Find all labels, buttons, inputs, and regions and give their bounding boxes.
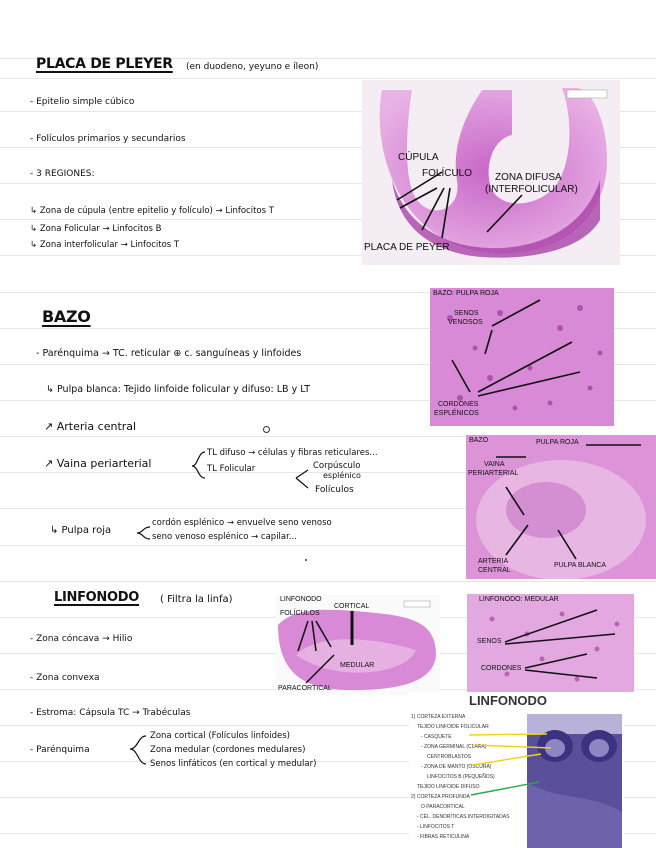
peyer-label-cupula: CÚPULA	[398, 152, 439, 163]
linfonodo-img1-cortical: CORTICAL	[334, 603, 370, 610]
linfonodo-img3-item: - FIBRAS RETICULINA	[417, 834, 470, 840]
linfonodo-img3-germinal-2	[589, 739, 609, 757]
bazo-img2-arteria: ARTERIA	[478, 558, 509, 565]
bazo-img2-vaina: VAINA	[484, 461, 505, 468]
bazo-stray-dot	[305, 559, 307, 561]
linfonodo-img2-senos: SENOS	[477, 638, 502, 645]
linfonodo-img3-item: O PARACORTICAL	[421, 804, 465, 810]
linfonodo-img3-item: - CÉL. DENDRÍTICAS INTERDIGITADAS	[417, 814, 510, 820]
peyer-scale-bar	[567, 90, 607, 98]
bazo-vaina-image	[466, 435, 656, 579]
bazo-img2-pulpa-blanca: PULPA BLANCA	[554, 562, 607, 569]
peyer-line-cupula: ↳ Zona de cúpula (entre epitelio y folículo) → Linfocitos T	[30, 206, 274, 216]
bazo-img1-venosos: VENOSOS	[448, 319, 483, 326]
bazo-img2-central: CENTRAL	[478, 567, 511, 574]
bazo-img2-bazo: BAZO	[469, 437, 489, 444]
linfonodo-img3-title: LINFONODO	[469, 693, 547, 708]
bazo-vaina-area	[506, 482, 586, 538]
linfonodo-img3-item: CENTROBLASTOS	[427, 754, 472, 760]
peyer-title: PLACA DE PLEYER	[36, 56, 173, 72]
bazo-esplenico: esplénico	[323, 471, 361, 480]
bazo-img2-periarterial: PERIARTERIAL	[468, 470, 519, 477]
peyer-line-folicular: ↳ Zona Folicular → Linfocitos B	[30, 224, 162, 234]
linfonodo-scale-bar	[404, 601, 430, 607]
linfonodo-item-cortical: Zona cortical (Folículos linfoides)	[150, 731, 290, 741]
linfonodo-medular-image	[467, 594, 634, 692]
linfonodo-img3-item: TEJIDO LINFOIDE DIFUSO	[417, 784, 480, 790]
linfonodo-img1-foliculos: FOLÍCULOS	[280, 610, 320, 617]
linfonodo-img3-item: - CASQUETE	[421, 734, 452, 740]
bazo-img1-cordones: CORDONES	[438, 401, 479, 408]
bazo-arteria-central: ↗ Arteria central	[44, 420, 137, 433]
linfonodo-img3-item: TEJIDO LINFOIDE FOLICULAR	[417, 724, 489, 730]
bazo-foliculos: Folículos	[315, 485, 354, 495]
peyer-histology-image	[362, 80, 620, 265]
bazo-corpusculo: Corpúsculo	[313, 461, 361, 471]
peyer-line-epitelio: - Epitelio simple cúbico	[30, 97, 135, 107]
bazo-vaina-brace	[192, 452, 205, 478]
bazo-img2-pulpa-roja: PULPA ROJA	[536, 439, 579, 446]
peyer-tissue-svg	[362, 80, 620, 265]
peyer-line-foliculos: - Folículos primarios y secundarios	[30, 134, 186, 144]
bazo-title: BAZO	[42, 307, 91, 326]
peyer-label-interfolicular: (INTERFOLICULAR)	[485, 184, 578, 195]
bazo-tl-difuso: TL difuso → células y fibras reticulares...	[207, 448, 378, 458]
bazo-img1-esplenicos: ESPLÉNICOS	[434, 410, 479, 417]
linfonodo-img3-item: 1) CORTEZA EXTERNA	[411, 714, 466, 720]
linfonodo-img2-cordones: CORDONES	[481, 665, 522, 672]
linfonodo-img1-paracortical: PARACORTICAL	[278, 685, 332, 692]
linfonodo-overview-image	[276, 595, 440, 695]
linfonodo-img3-item: 2) CORTEZA PROFUNDA	[411, 794, 470, 800]
linfonodo-img1-linfonodo: LINFONODO	[280, 596, 322, 603]
bazo-tl-folicular: TL Folicular	[207, 464, 256, 474]
linfonodo-line-concava: - Zona cóncava → Hilio	[30, 634, 133, 644]
linfonodo-item-medular: Zona medular (cordones medulares)	[150, 745, 306, 755]
bazo-mark-o	[263, 426, 270, 433]
bazo-img1-senos: SENOS	[454, 310, 479, 317]
linfonodo-line-parenquima: - Parénquima	[30, 745, 90, 755]
linfonodo-img3-arrow-casquete	[469, 734, 547, 735]
linfonodo-img1-medular: MEDULAR	[340, 662, 375, 669]
linfonodo-line-convexa: - Zona convexa	[30, 673, 100, 683]
linfonodo-title: LINFONODO	[54, 590, 140, 605]
bazo-seno: seno venoso esplénico → capilar...	[152, 532, 297, 542]
linfonodo-img3-item: - LINFOCITOS T	[417, 824, 455, 830]
linfonodo-item-senos: Senos linfáticos (en cortical y medular)	[150, 759, 317, 769]
linfonodo-img3-item: LINFOCITOS B (PEQUEÑOS)	[427, 774, 495, 780]
linfonodo-line-estroma: - Estroma: Cápsula TC → Trabéculas	[30, 708, 191, 718]
linfonodo-img3-capsule	[527, 714, 622, 734]
peyer-subtitle: (en duodeno, yeyuno e íleon)	[186, 62, 319, 72]
bazo-cordon: cordón esplénico → envuelve seno venoso	[152, 518, 332, 528]
linfonodo-subtitle: ( Filtra la linfa)	[160, 594, 233, 605]
bazo-img1-title: BAZO: PULPA ROJA	[433, 290, 499, 297]
linfonodo-img3-item: - ZONA DE MANTO (OSCURA)	[421, 764, 492, 770]
linfonodo-legend-image	[409, 692, 624, 848]
bazo-pulpa-roja: ↳ Pulpa roja	[50, 525, 112, 536]
linfonodo-parenquima-brace	[130, 736, 146, 764]
peyer-line-regiones: - 3 REGIONES:	[30, 169, 95, 179]
bazo-vaina: ↗ Vaina periarterial	[44, 457, 152, 470]
bazo-pulpa-roja-brace	[137, 527, 150, 539]
peyer-line-interfolicular: ↳ Zona interfolicular → Linfocitos T	[30, 240, 180, 250]
linfonodo-img3-svg	[409, 692, 624, 848]
peyer-label-foliculo: FOLÍCULO	[422, 168, 473, 179]
peyer-label-placa: PLACA DE PEYER	[364, 242, 450, 253]
bazo-pulpa-roja-image	[430, 288, 614, 426]
peyer-label-zona-difusa: ZONA DIFUSA	[495, 172, 562, 183]
linfonodo-img3-item: - ZONA GERMINAL (CLARA)	[421, 744, 487, 750]
linfonodo-img2-title: LINFONODO: MEDULAR	[479, 596, 559, 603]
bazo-pulpa-blanca: ↳ Pulpa blanca: Tejido linfoide folicular y difuso: LB y LT	[46, 384, 311, 395]
bazo-parenquima: - Parénquima → TC. reticular ⊕ c. sanguíneas y linfoides	[36, 348, 302, 359]
